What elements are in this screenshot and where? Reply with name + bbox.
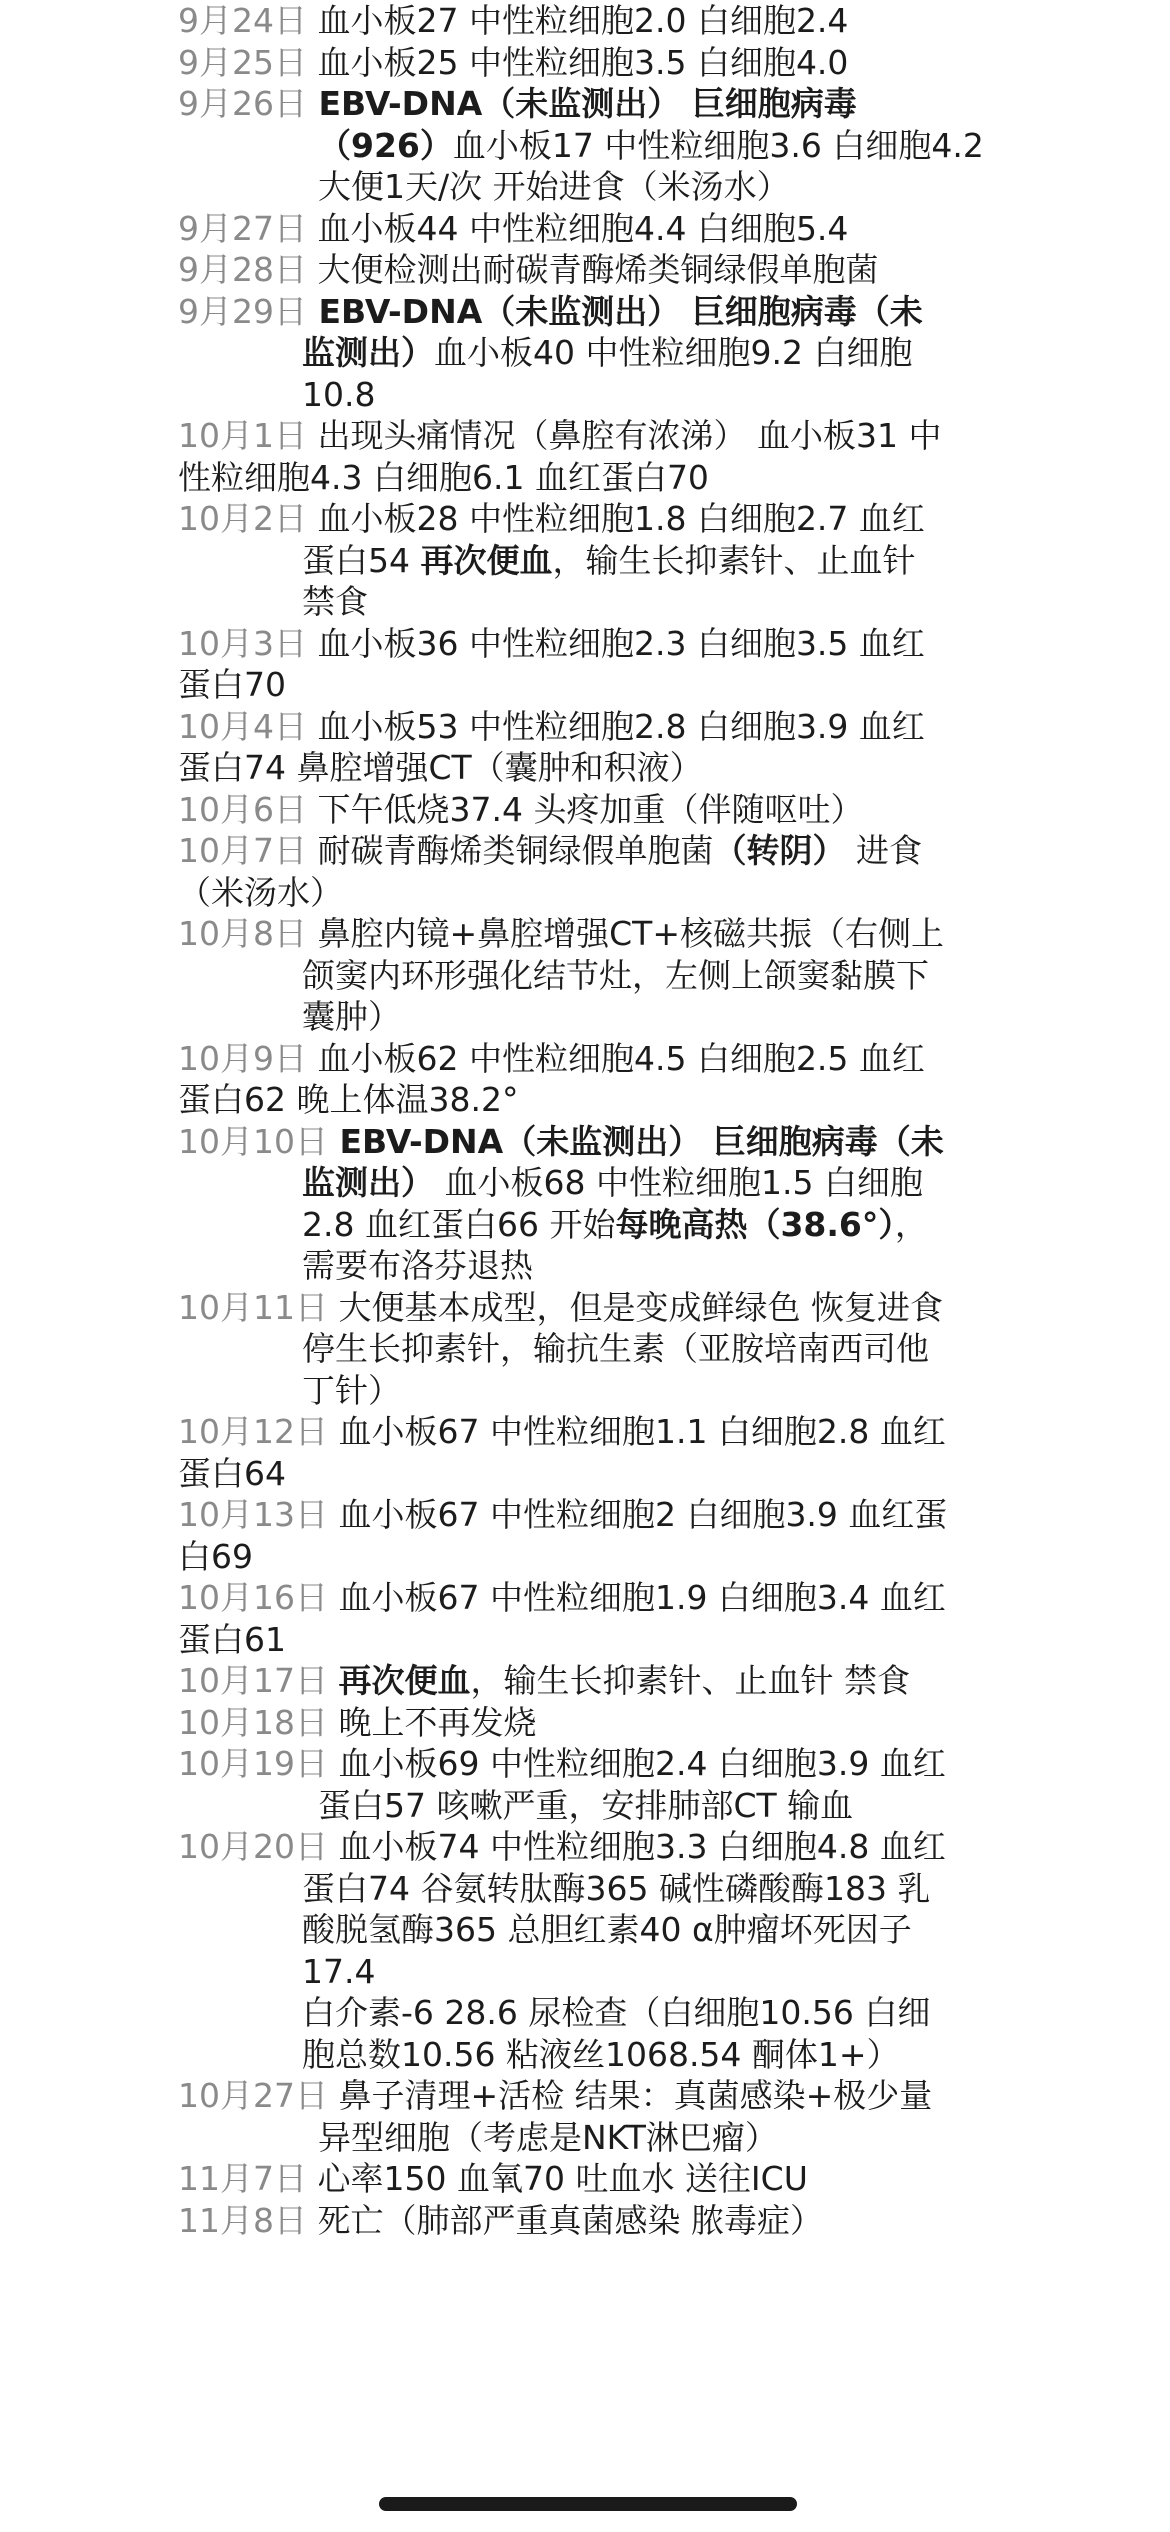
timeline-line	[178, 664, 1008, 706]
timeline-line	[178, 1619, 1008, 1661]
timeline-line	[178, 1868, 1008, 1910]
entry-text: 血小板40 中性粒细胞9.2 白细胞	[434, 333, 913, 372]
highlighted-text: EBV-DNA（未监测出） 巨细胞病毒	[307, 84, 857, 123]
timeline-line	[178, 1370, 1008, 1412]
timeline-line	[178, 415, 1008, 457]
entry-text: 血小板67 中性粒细胞1.9 白细胞3.4 血红	[327, 1578, 946, 1617]
timeline-line	[178, 913, 1008, 955]
timeline-line	[178, 1162, 1008, 1204]
entry-date: 10月17日	[178, 1661, 328, 1700]
entry-date: 9月27日	[178, 208, 307, 248]
timeline-line	[178, 1121, 1008, 1163]
entry-date: 10月16日	[178, 1578, 328, 1617]
timeline-line	[178, 955, 1008, 997]
entry-text: 血小板27 中性粒细胞2.0 白细胞2.4	[307, 1, 849, 40]
entry-text: 血小板36 中性粒细胞2.3 白细胞3.5 血红	[307, 623, 925, 663]
entry-date: 11月7日	[178, 2159, 307, 2198]
timeline-line	[178, 332, 1008, 374]
timeline-line	[178, 747, 1008, 789]
entry-date: 10月8日	[178, 914, 307, 953]
entry-text: 17.4	[302, 1951, 376, 1991]
timeline-line	[178, 1287, 1008, 1329]
entry-text: 鼻子清理+活检 结果：真菌感染+极少量	[327, 2076, 933, 2115]
medical-timeline	[178, 0, 1008, 2241]
entry-text: 死亡（肺部严重真菌感染 脓毒症）	[307, 2200, 823, 2240]
entry-text: 出现头痛情况（鼻腔有浓涕） 血小板31 中	[307, 416, 942, 455]
entry-text: 血小板17 中性粒细胞3.6 白细胞4.2	[452, 125, 984, 165]
entry-date: 11月8日	[178, 2200, 307, 2240]
entry-text: 丁针）	[302, 1370, 401, 1410]
entry-text: 蛋白70	[178, 665, 286, 704]
entry-text: 蛋白54	[302, 540, 421, 580]
entry-text: 血小板28 中性粒细胞1.8 白细胞2.7 血红	[307, 499, 925, 538]
timeline-line	[178, 0, 1008, 42]
entry-text: 血小板74 中性粒细胞3.3 白细胞4.8 血红	[327, 1827, 946, 1866]
timeline-line	[178, 1536, 1008, 1578]
entry-text: 心率150 血氧70 吐血水 送往ICU	[307, 2159, 808, 2198]
highlighted-text: 每晚高热（38.6°）	[615, 1204, 895, 1244]
timeline-line	[178, 42, 1008, 84]
entry-text: 血小板62 中性粒细胞4.5 白细胞2.5 血红	[307, 1038, 925, 1078]
home-indicator[interactable]	[379, 2497, 797, 2511]
entry-text: 囊肿）	[302, 997, 401, 1036]
entry-text: 下午低烧37.4 头疼加重（伴随呕吐）	[307, 789, 864, 829]
entry-text: 胞总数10.56 粘液丝1068.54 酮体1+）	[302, 2034, 900, 2074]
timeline-line	[178, 1702, 1008, 1744]
entry-text: 异型细胞（考虑是NKT淋巴瘤）	[318, 2117, 778, 2157]
entry-date: 10月18日	[178, 1702, 328, 1742]
timeline-line	[178, 706, 1008, 748]
timeline-line	[178, 830, 1008, 872]
entry-text: （米汤水）	[178, 872, 343, 912]
timeline-line	[178, 291, 1008, 333]
entry-text: 蛋白57 咳嗽严重，安排肺部CT 输血	[318, 1785, 854, 1825]
entry-text: 蛋白61	[178, 1619, 286, 1659]
entry-date: 10月20日	[178, 1827, 328, 1866]
entry-date: 10月9日	[178, 1038, 307, 1078]
entry-text: 血小板67 中性粒细胞1.1 白细胞2.8 血红	[327, 1412, 946, 1451]
entry-text: ，	[894, 1204, 928, 1244]
timeline-line	[178, 1660, 1008, 1702]
timeline-line	[178, 1079, 1008, 1121]
entry-text: 血小板69 中性粒细胞2.4 白细胞3.9 血红	[327, 1744, 946, 1783]
timeline-line	[178, 623, 1008, 665]
timeline-line	[178, 872, 1008, 914]
highlighted-text: EBV-DNA（未监测出） 巨细胞病毒（未	[327, 1121, 944, 1161]
entry-text: 血小板25 中性粒细胞3.5 白细胞4.0	[307, 42, 849, 82]
timeline-line	[178, 1743, 1008, 1785]
entry-text: 白介素-6 28.6 尿检查（白细胞10.56 白细	[302, 1993, 931, 2032]
entry-date: 9月29日	[178, 291, 307, 331]
timeline-line	[178, 1951, 1008, 1993]
timeline-line	[178, 125, 1008, 167]
entry-date: 10月4日	[178, 706, 307, 746]
timeline-line	[178, 166, 1008, 208]
entry-text: 需要布洛芬退热	[302, 1246, 533, 1285]
timeline-line	[178, 2117, 1008, 2159]
highlighted-text: 再次便血	[338, 1661, 471, 1700]
entry-text: 酸脱氢酶365 总胆红素40 α肿瘤坏死因子	[302, 1910, 912, 1949]
entry-text: 禁食	[302, 582, 368, 621]
timeline-line	[178, 2200, 1008, 2242]
timeline-line	[178, 83, 1008, 125]
highlighted-text: （926）	[318, 125, 453, 165]
timeline-line	[178, 996, 1008, 1038]
timeline-line	[178, 1328, 1008, 1370]
timeline-line	[178, 1038, 1008, 1080]
entry-text: ，输生长抑素针、止血针	[552, 540, 916, 580]
entry-text: 血小板68 中性粒细胞1.5 白细胞	[434, 1163, 923, 1202]
entry-date: 10月1日	[178, 416, 307, 455]
timeline-line	[178, 2034, 1008, 2076]
entry-text: ，输生长抑素针、止血针 禁食	[470, 1661, 910, 1700]
timeline-line	[178, 540, 1008, 582]
entry-text: 蛋白64	[178, 1453, 286, 1493]
highlighted-text: 监测出）	[302, 1163, 434, 1202]
timeline-line	[178, 1245, 1008, 1287]
timeline-line	[178, 374, 1008, 416]
timeline-line	[178, 498, 1008, 540]
highlighted-text: 监测出）	[302, 333, 434, 372]
entry-text: 进食	[845, 831, 922, 870]
entry-text: 晚上不再发烧	[327, 1702, 537, 1742]
entry-date: 10月12日	[178, 1412, 328, 1451]
entry-text: 蛋白74 谷氨转肽酶365 碱性磷酸酶183 乳	[302, 1868, 931, 1908]
entry-text: 鼻腔内镜+鼻腔增强CT+核磁共振（右侧上	[307, 914, 944, 953]
highlighted-text: EBV-DNA（未监测出） 巨细胞病毒（未	[307, 291, 923, 331]
entry-text: 10.8	[302, 374, 376, 414]
timeline-line	[178, 1411, 1008, 1453]
highlighted-text: 再次便血	[420, 540, 553, 580]
timeline-line	[178, 1992, 1008, 2034]
timeline-line	[178, 1577, 1008, 1619]
entry-date: 10月11日	[178, 1287, 328, 1327]
entry-text: 血小板44 中性粒细胞4.4 白细胞5.4	[307, 208, 849, 248]
entry-date: 10月19日	[178, 1744, 328, 1783]
timeline-line	[178, 249, 1008, 291]
entry-date: 10月13日	[178, 1495, 328, 1534]
entry-text: 性粒细胞4.3 白细胞6.1 血红蛋白70	[178, 457, 709, 497]
timeline-line	[178, 1909, 1008, 1951]
entry-date: 9月24日	[178, 1, 307, 40]
entry-text: 耐碳青酶烯类铜绿假单胞菌	[307, 831, 714, 870]
timeline-line	[178, 457, 1008, 499]
timeline-line	[178, 581, 1008, 623]
highlighted-text: （转阴）	[713, 831, 846, 870]
entry-date: 10月2日	[178, 499, 307, 538]
entry-text: 白69	[178, 1536, 253, 1576]
entry-date: 9月28日	[178, 250, 307, 289]
entry-date: 10月10日	[178, 1121, 328, 1161]
timeline-line	[178, 789, 1008, 831]
entry-date: 9月26日	[178, 84, 307, 123]
entry-text: 大便基本成型，但是变成鲜绿色 恢复进食	[327, 1287, 943, 1327]
timeline-line	[178, 1494, 1008, 1536]
entry-text: 大便检测出耐碳青酶烯类铜绿假单胞菌	[307, 250, 879, 289]
entry-text	[328, 1661, 339, 1700]
entry-text: 血小板53 中性粒细胞2.8 白细胞3.9 血红	[307, 706, 925, 746]
entry-text: 蛋白62 晚上体温38.2°	[178, 1080, 519, 1119]
entry-date: 9月25日	[178, 42, 307, 82]
entry-text: 大便1天/次 开始进食（米汤水）	[318, 167, 790, 206]
entry-text: 颌窦内环形强化结节灶，左侧上颌窦黏膜下	[302, 955, 929, 995]
timeline-line	[178, 1453, 1008, 1495]
timeline-line	[178, 1204, 1008, 1246]
entry-date: 10月6日	[178, 789, 307, 829]
entry-date: 10月7日	[178, 831, 307, 870]
entry-text: 蛋白74 鼻腔增强CT（囊肿和积液）	[178, 748, 703, 787]
timeline-line	[178, 2158, 1008, 2200]
timeline-line	[178, 2075, 1008, 2117]
timeline-line	[178, 1785, 1008, 1827]
entry-text: 血小板67 中性粒细胞2 白细胞3.9 血红蛋	[327, 1495, 948, 1534]
entry-date: 10月3日	[178, 623, 307, 663]
timeline-line	[178, 208, 1008, 250]
entry-text: 停生长抑素针，输抗生素（亚胺培南西司他	[302, 1329, 929, 1368]
entry-date: 10月27日	[178, 2076, 328, 2115]
entry-text: 2.8 血红蛋白66 开始	[302, 1204, 616, 1244]
timeline-line	[178, 1826, 1008, 1868]
